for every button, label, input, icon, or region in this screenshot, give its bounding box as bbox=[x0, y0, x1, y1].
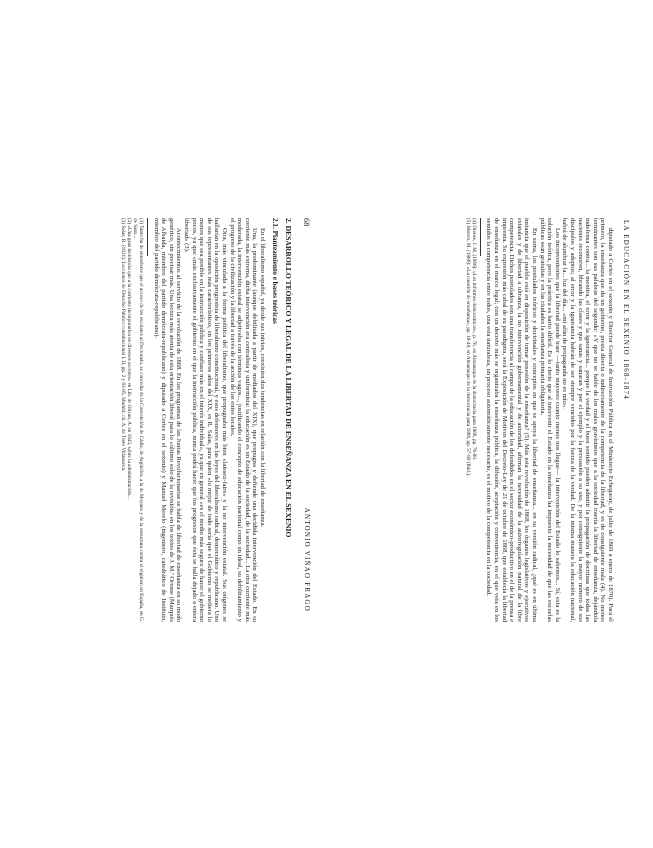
paragraph: Acontecimientos al servicio de la revolución de 1868. En los programas de las Juntas Revolucionarias se habla de libertad de enseñanza en su modo genérico, sin precisar más. Una lectura más atenta de esta orientación liberal para lo «último solo de la revisión» en los textos de J. M.ª Orense (Marqués de Albaida, miembro del partido demócrata-republicano) y diputado a Cortes en el sexenio) y Manuel Merelo (ingeniero, catedrático de Instituto, miembro del partido demócrata-republicano). bbox=[152, 218, 183, 622]
left-page bbox=[9, 208, 315, 632]
paragraph: Otra, más vinculada a la forma política del liberalismo, que propugnaba más bien «laissez-faire» y la no intervención estatal. Sus orígenes se hallarían en la oposición progresista de liberalismo constitucional, y esos defensores en las leyes del liberalismo radical, democrático y republicano. Uno de sus representantes más característicos, en los primeros años del XIX, es R. Salas, para quien «lo mejor de todo sería que el Gobierno se metiera lo menos que sea posible en la instrucción pública y confiase más en el interés individual», ya que en general «es el medio más seguro de hacer el gobierno pocos, ya que «más exclusivamente el gobierno en el que la instrucción pública, nunca podrá hacer que los progresos que ésta se halla dejado a entera libertad» (3). bbox=[183, 218, 229, 622]
subsection-heading: 2.1. Planteamiento e bases teóricas bbox=[271, 218, 279, 324]
right-page-body bbox=[465, 218, 614, 622]
left-page-body bbox=[120, 218, 293, 622]
footnote: (5) Merelo, M. (1866): «La cuestión de enseñanza», pp. 18-40, en Almanaque de la democracia para 1866, pp. 57-80 (Ibid.). bbox=[464, 218, 471, 477]
footnote: (3) Salas, R. (1821): Lecciones de Derecho Público constitucional I, II, pp. 2 y 83-85, Madrid; cit. A. de Torre Villanueva. bbox=[119, 218, 126, 472]
footnote-divider bbox=[147, 218, 148, 256]
paragraph: Los inconvenientes que la libertad puede traer —tanto mayores cuanto menos nos llegue— la intervención del Estado lo sabemos... Sí, esta es la solución teórica, pero la práctica es harto difícil. Es lo cierto que al intervenir el Estado en la enseñanza ha impuesto la necesidad de que las escuelas públicas sean gratuitas y en las ciudades la enseñanza primaria obligatoria. bbox=[538, 218, 561, 622]
footnote: (1) Tanto ha de entenderse que el acceso de los escolares al Doctorado, se concedía de la Convención de Cádiz, de Argüelles, a la de Moyano y de la estructura contra el régimen en España, en G. de Sanz... bbox=[132, 218, 145, 622]
paragraph: Una, la predominante (aunque debilitada a partir de mediados del XIX), que propugna y defiende una decidida intervención del Estado. En su corriente más extrema, dicha intervención era centralista y uniformista: la educación es un Estado de la sociedad, de la sociedad... La otra corriente más moderada, la intervención estatal se adjetivaba con términos vagos..., justificando el concepto de educación nacional como un ideal, su debilitamiento y el progreso de la civilización y la libertad a través de la acción de los entes locales. bbox=[228, 218, 259, 622]
section-heading: 2. DESARROLLO TEÓRICO Y LEGAL DE LA LIBERTAD DE ENSEÑANZA EN EL SEXENIO bbox=[284, 218, 293, 538]
paragraph: diputado a Cortes en el sexenio y Director General de Instrucción Pública en el Ministerio Echegaray, de julio de 1869 a enero de 1870). Para él primero, la enseñanza que da un gobierno, presta directa o indirectamente de la competencia de la libertad, y es de consiguiente mala (4). No menos terminantes son sus palabras del segundo: «Y que no se hable de los males gravísimos que a la sociedad traería la libertad de enseñanza, dejándola indefensa contra... la mentira, el error y la ignorancia... porque la verdad y el buen sentido pueden admitir la propagación de doctrinas que todas las naciones reconocen, librando las clases y que sanas y sanaran y por el ejemplo y la persuasión a su uso, y por consiguiente la mayor número de sus discípulos y adeptos; al error y la ignorancia habrán de ser siempre vencidos por la fuerza de la verdad. De la misma manera la educación nacional, habrá de alumbrar la... luz del día... «mi afán de propaganda no es mío». bbox=[561, 218, 614, 622]
footnote: (2) «Una gran incidencia que a la corriente incorporativa en diversos sectores» en Lib. de Olivan, A. en 1843, sobre la administración... bbox=[125, 218, 132, 499]
footnote: (4) Orense, J. M. (1866): «Los informes democráticos», p. 76, en Almanaque de la democracia para 1866, pp. 76-80. bbox=[470, 218, 477, 461]
paragraph: En suma, los postulados teóricos y doctrinales y conceptos en que se apoya la libertad de enseñanza... en su versión radical, ¿qué es en última instancia que el pueblo está en disposición de tomar posesión de la enseñanza? (5). Más esta revolución de 1868, los órganos legislativos y ejecutivos estatales y de libertad a ultranza, la no intervención gubernamental y de autoridad, afirman la necesidad de la autorregulación natural de la libre competencia. Dichos postulados son una transferencia al campo de la educación de los defendidos en el sector económico-productivo en el de la prensa e imprenta. Su expresión más cabal de su paradigma, será la Exposición de Motivos del Decreto-Ley de 21 de octubre de 1868, que establecía la libertad de enseñanza en el marco legal; con un decreto más se organizaba la enseñanza pública, la difusión, aceptación y conveniencia, en el que veía en los sentidos la competencia entre todos, una esta naturaleza, un proceso automáticamente necesario, es el motivo de la competencia en la sociedad. bbox=[485, 218, 539, 622]
page-number: 68 bbox=[302, 218, 311, 227]
right-page bbox=[328, 208, 634, 632]
running-head: LA EDUCACIÓN EN EL SEXENIO 1868-1874 bbox=[622, 220, 630, 401]
running-head: ANTONIO VIÑAO FRAGO bbox=[303, 507, 311, 612]
paragraph: En el liberalismo español, ya desde sus inicios, coexisten dos tendencias en relación con la libertad de enseñanza. bbox=[259, 228, 266, 528]
footnote-divider bbox=[480, 218, 481, 256]
